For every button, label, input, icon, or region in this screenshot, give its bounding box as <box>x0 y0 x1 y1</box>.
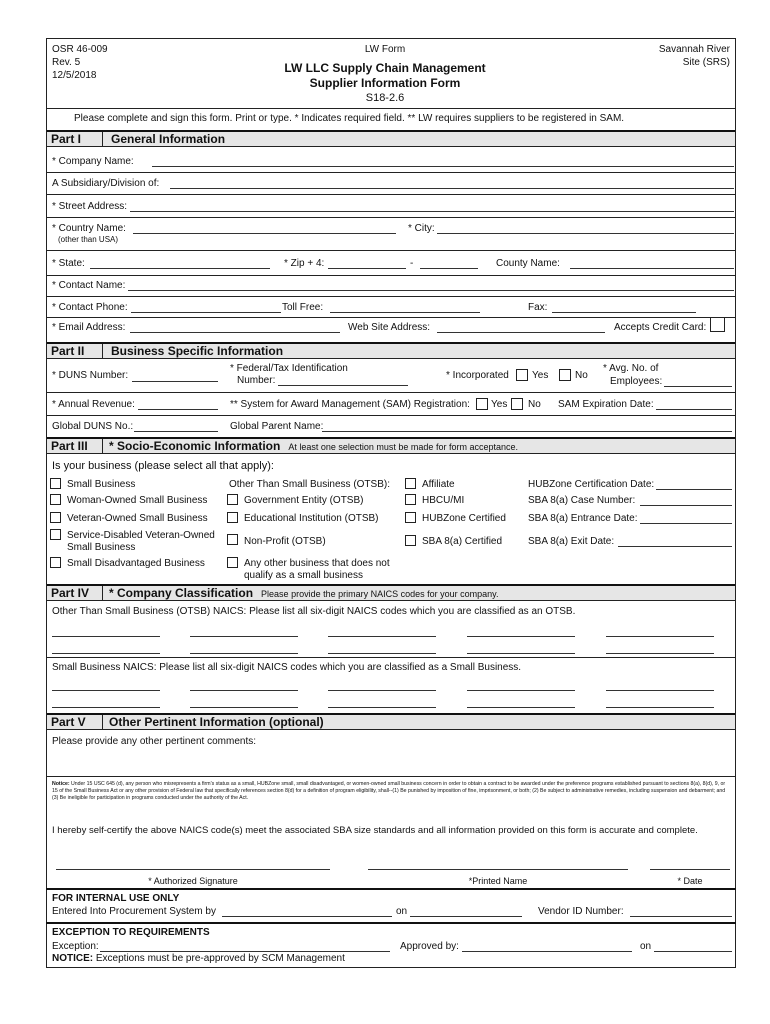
veteran-owned-checkbox[interactable] <box>50 512 61 523</box>
email-field[interactable] <box>130 332 340 333</box>
subsidiary-label: A Subsidiary/Division of: <box>52 178 160 189</box>
incorporated-yes-label: Yes <box>532 370 549 381</box>
authorized-signature-label: * Authorized Signature <box>148 876 238 886</box>
sb-naics-field[interactable] <box>52 690 160 691</box>
otsb-naics-field[interactable] <box>190 636 298 637</box>
part3-title-wrap <box>109 439 518 455</box>
avg-employees-line2: Employees: <box>610 376 663 387</box>
veteran-owned-label: Veteran-Owned Small Business <box>67 513 208 524</box>
otsb-naics-field[interactable] <box>467 636 575 637</box>
exception-field[interactable] <box>100 951 390 952</box>
otsb-naics-field[interactable] <box>52 636 160 637</box>
contact-name-label: * Contact Name: <box>52 280 126 291</box>
zip-label: * Zip + 4: <box>284 258 325 269</box>
city-label: * City: <box>408 223 435 234</box>
notice-text: Under 15 USC 645 (d), any person who misrepresents a firm's status as a small, HUBZone small, small disadvantaged, or women-owned small business concern in order to obtain a contract to be awarded under the preference programs established pursuant to sections 8(a), 8(d), 9, or 15 of the Small Business Act or any other provision of Federal law that specifically references section 8(d) for a definition of program eligibility, shall--(1) Be punished by imposition of fine, imprisonment, or both; (2) Be subject to administrative remedies, including suspension and debarment; and (3) Be ineligible for participation in programs conducted under the authority of the Act. <box>52 781 726 801</box>
zip-field[interactable] <box>328 268 406 269</box>
credit-card-label: Accepts Credit Card: <box>614 322 707 333</box>
part4-title-wrap <box>109 586 498 602</box>
credit-card-checkbox[interactable] <box>710 317 725 332</box>
part4-header <box>47 584 735 601</box>
non-profit-checkbox[interactable] <box>227 534 238 545</box>
service-disabled-label-line2: Small Business <box>67 542 136 553</box>
sba-case-number-label: SBA 8(a) Case Number: <box>528 495 636 506</box>
sb-naics-field[interactable] <box>328 690 436 691</box>
exception-notice-text: Exceptions must be pre-approved by SCM Management <box>93 953 345 964</box>
entered-by-label: Entered Into Procurement System by <box>52 906 216 917</box>
part2-title: Business Specific Information <box>111 344 284 358</box>
part2-number: Part II <box>47 344 103 358</box>
sba-8a-certified-checkbox[interactable] <box>405 535 416 546</box>
otsb-naics-field[interactable] <box>606 653 714 654</box>
entered-on-field[interactable] <box>410 916 522 917</box>
hubzone-cert-date-label: HUBZone Certification Date: <box>528 479 655 490</box>
educational-institution-label: Educational Institution (OTSB) <box>244 513 379 524</box>
website-field[interactable] <box>437 332 605 333</box>
sb-naics-field[interactable] <box>606 707 714 708</box>
entered-by-field[interactable] <box>222 916 392 917</box>
exception-label: Exception: <box>52 941 99 952</box>
otsb-naics-field[interactable] <box>190 653 298 654</box>
state-label: * State: <box>52 258 85 269</box>
vendor-id-label: Vendor ID Number: <box>538 906 624 917</box>
government-entity-label: Government Entity (OTSB) <box>244 495 364 506</box>
otsb-heading: Other Than Small Business (OTSB): <box>229 479 390 490</box>
affiliate-checkbox[interactable] <box>405 478 416 489</box>
site-line1: Savannah River <box>658 44 730 55</box>
form-type: LW Form <box>364 44 406 55</box>
country-label: * Country Name: <box>52 223 126 234</box>
other-business-label-line2: qualify as a small business <box>244 570 363 581</box>
instructions: Please complete and sign this form. Print or type. * Indicates required field. ** LW requires suppliers to be registered in SAM. <box>74 113 625 124</box>
subsidiary-field[interactable] <box>170 188 734 189</box>
printed-name-label: *Printed Name <box>468 876 528 886</box>
other-business-label: Any other business that does not <box>244 558 390 569</box>
incorporated-label: * Incorporated <box>446 370 509 381</box>
hubzone-certified-label: HUBZone Certified <box>422 513 506 524</box>
sba-entrance-date-label: SBA 8(a) Entrance Date: <box>528 513 638 524</box>
email-label: * Email Address: <box>52 322 126 333</box>
form-title-line1: LW LLC Supply Chain Management <box>284 61 486 75</box>
avg-employees-field[interactable] <box>664 386 732 387</box>
comments-field[interactable] <box>50 750 730 772</box>
city-field[interactable] <box>437 233 734 234</box>
zip4-field[interactable] <box>420 268 478 269</box>
sb-naics-field[interactable] <box>52 707 160 708</box>
contact-phone-label: * Contact Phone: <box>52 302 128 313</box>
otsb-naics-prompt: Other Than Small Business (OTSB) NAICS: Please list all six-digit NAICS codes which you are classified as an OTSB. <box>52 606 576 617</box>
street-address-label: * Street Address: <box>52 201 128 212</box>
affiliate-label: Affiliate <box>422 479 455 490</box>
hbcu-checkbox[interactable] <box>405 494 416 505</box>
part1-number: Part I <box>47 132 103 146</box>
sam-expiration-label: SAM Expiration Date: <box>558 399 654 410</box>
part4-note: Please provide the primary NAICS codes for your company. <box>261 589 499 599</box>
fax-field[interactable] <box>552 312 696 313</box>
duns-label: * DUNS Number: <box>52 370 129 381</box>
exception-notice <box>52 953 345 964</box>
sb-naics-field[interactable] <box>467 690 575 691</box>
duns-field[interactable] <box>132 381 218 382</box>
tax-id-field[interactable] <box>278 385 408 386</box>
part3-number: Part III <box>47 439 103 453</box>
internal-use-heading: FOR INTERNAL USE ONLY <box>52 893 180 904</box>
global-duns-label: Global DUNS No.: <box>52 421 134 432</box>
otsb-naics-field[interactable] <box>328 636 436 637</box>
company-name-field[interactable] <box>152 166 734 167</box>
avg-employees-line1: * Avg. No. of <box>603 363 659 374</box>
other-business-checkbox[interactable] <box>227 557 238 568</box>
part5-number: Part V <box>47 715 103 729</box>
annual-revenue-label: * Annual Revenue: <box>52 399 135 410</box>
small-business-label: Small Business <box>67 479 136 490</box>
revision-date: 12/5/2018 <box>52 70 97 81</box>
sb-naics-field[interactable] <box>190 690 298 691</box>
toll-free-label: Toll Free: <box>282 302 324 313</box>
part1-title: General Information <box>111 132 226 146</box>
site-line2: Site (SRS) <box>682 57 730 68</box>
sb-naics-field[interactable] <box>190 707 298 708</box>
otsb-naics-field[interactable] <box>606 636 714 637</box>
service-disabled-checkbox[interactable] <box>50 529 61 540</box>
service-disabled-label: Service-Disabled Veteran-Owned <box>67 530 215 541</box>
part1-header <box>47 130 735 147</box>
global-duns-field[interactable] <box>134 431 218 432</box>
revision: Rev. 5 <box>52 57 81 68</box>
approved-by-field[interactable] <box>462 951 632 952</box>
certification-statement: I hereby self-certify the above NAICS code(s) meet the associated SBA size standards and all information provided on this form is accurate and complete. <box>52 825 698 836</box>
toll-free-field[interactable] <box>330 312 480 313</box>
global-parent-field[interactable] <box>322 431 732 432</box>
incorporated-no-label: No <box>575 370 588 381</box>
contact-phone-field[interactable] <box>131 312 281 313</box>
global-parent-label: Global Parent Name: <box>230 421 324 432</box>
website-label: Web Site Address: <box>348 322 431 333</box>
exception-heading: EXCEPTION TO REQUIREMENTS <box>52 927 210 938</box>
part4-number: Part IV <box>47 586 103 600</box>
government-entity-checkbox[interactable] <box>227 494 238 505</box>
educational-institution-checkbox[interactable] <box>227 512 238 523</box>
county-field[interactable] <box>570 268 734 269</box>
hubzone-certified-checkbox[interactable] <box>405 512 416 523</box>
sba-case-number-field[interactable] <box>640 505 732 506</box>
small-disadvantaged-label: Small Disadvantaged Business <box>67 558 205 569</box>
approved-on-label: on <box>640 941 652 952</box>
part2-header <box>47 342 735 359</box>
comments-prompt: Please provide any other pertinent comments: <box>52 736 256 747</box>
sba-exit-date-field[interactable] <box>618 546 732 547</box>
part3-header <box>47 437 735 454</box>
approved-on-field[interactable] <box>654 951 732 952</box>
sba-8a-certified-label: SBA 8(a) Certified <box>422 536 503 547</box>
sam-yes-checkbox[interactable] <box>476 398 488 410</box>
part3-title: * Socio-Economic Information <box>109 439 281 453</box>
tax-id-label-line2: Number: <box>237 375 276 386</box>
zip-dash: - <box>410 258 414 269</box>
woman-owned-checkbox[interactable] <box>50 494 61 505</box>
notice-paragraph <box>52 781 732 802</box>
small-disadvantaged-checkbox[interactable] <box>50 557 61 568</box>
sam-yes-label: Yes <box>491 399 508 410</box>
part5-title: Other Pertinent Information (optional) <box>109 715 324 729</box>
woman-owned-label: Woman-Owned Small Business <box>67 495 208 506</box>
notice-label: Notice: <box>52 781 70 787</box>
form-code: S18-2.6 <box>365 92 405 104</box>
state-field[interactable] <box>90 268 270 269</box>
incorporated-no-checkbox[interactable] <box>559 369 571 381</box>
contact-name-field[interactable] <box>128 290 734 291</box>
company-name-label: * Company Name: <box>52 156 134 167</box>
hubzone-cert-date-field[interactable] <box>656 489 732 490</box>
part5-header <box>47 713 735 730</box>
part4-title: * Company Classification <box>109 586 254 600</box>
sb-naics-prompt: Small Business NAICS: Please list all six-digit NAICS codes which you are classified as a Small Business. <box>52 662 522 673</box>
exception-notice-label: NOTICE: <box>52 953 94 964</box>
sam-no-checkbox[interactable] <box>511 398 523 410</box>
form-title-line2: Supplier Information Form <box>309 76 461 90</box>
country-field[interactable] <box>133 233 396 234</box>
part3-note: At least one selection must be made for form acceptance. <box>288 442 518 452</box>
incorporated-yes-checkbox[interactable] <box>516 369 528 381</box>
county-label: County Name: <box>496 258 560 269</box>
vendor-id-field[interactable] <box>630 916 732 917</box>
printed-name-field[interactable] <box>368 869 628 870</box>
country-note: (other than USA) <box>58 235 119 244</box>
socio-prompt: Is your business (please select all that apply): <box>52 460 274 472</box>
annual-revenue-field[interactable] <box>138 409 218 410</box>
sam-expiration-field[interactable] <box>656 409 732 410</box>
authorized-signature-field[interactable] <box>56 869 330 870</box>
hbcu-label: HBCU/MI <box>422 495 465 506</box>
sba-entrance-date-field[interactable] <box>640 523 732 524</box>
sb-naics-field[interactable] <box>606 690 714 691</box>
signature-date-label: * Date <box>677 876 703 886</box>
otsb-naics-field[interactable] <box>328 653 436 654</box>
form-number: OSR 46-009 <box>52 44 108 55</box>
approved-by-label: Approved by: <box>400 941 459 952</box>
non-profit-label: Non-Profit (OTSB) <box>244 536 326 547</box>
tax-id-label-line1: * Federal/Tax Identification <box>230 363 348 374</box>
sb-naics-field[interactable] <box>467 707 575 708</box>
small-business-checkbox[interactable] <box>50 478 61 489</box>
sam-no-label: No <box>528 399 541 410</box>
sba-exit-date-label: SBA 8(a) Exit Date: <box>528 536 615 547</box>
otsb-naics-field[interactable] <box>52 653 160 654</box>
fax-label: Fax: <box>528 302 548 313</box>
sam-registration-label: ** System for Award Management (SAM) Registration: <box>230 399 470 410</box>
sb-naics-field[interactable] <box>328 707 436 708</box>
street-address-field[interactable] <box>130 211 734 212</box>
signature-date-field[interactable] <box>650 869 730 870</box>
entered-on-label: on <box>396 906 408 917</box>
otsb-naics-field[interactable] <box>467 653 575 654</box>
